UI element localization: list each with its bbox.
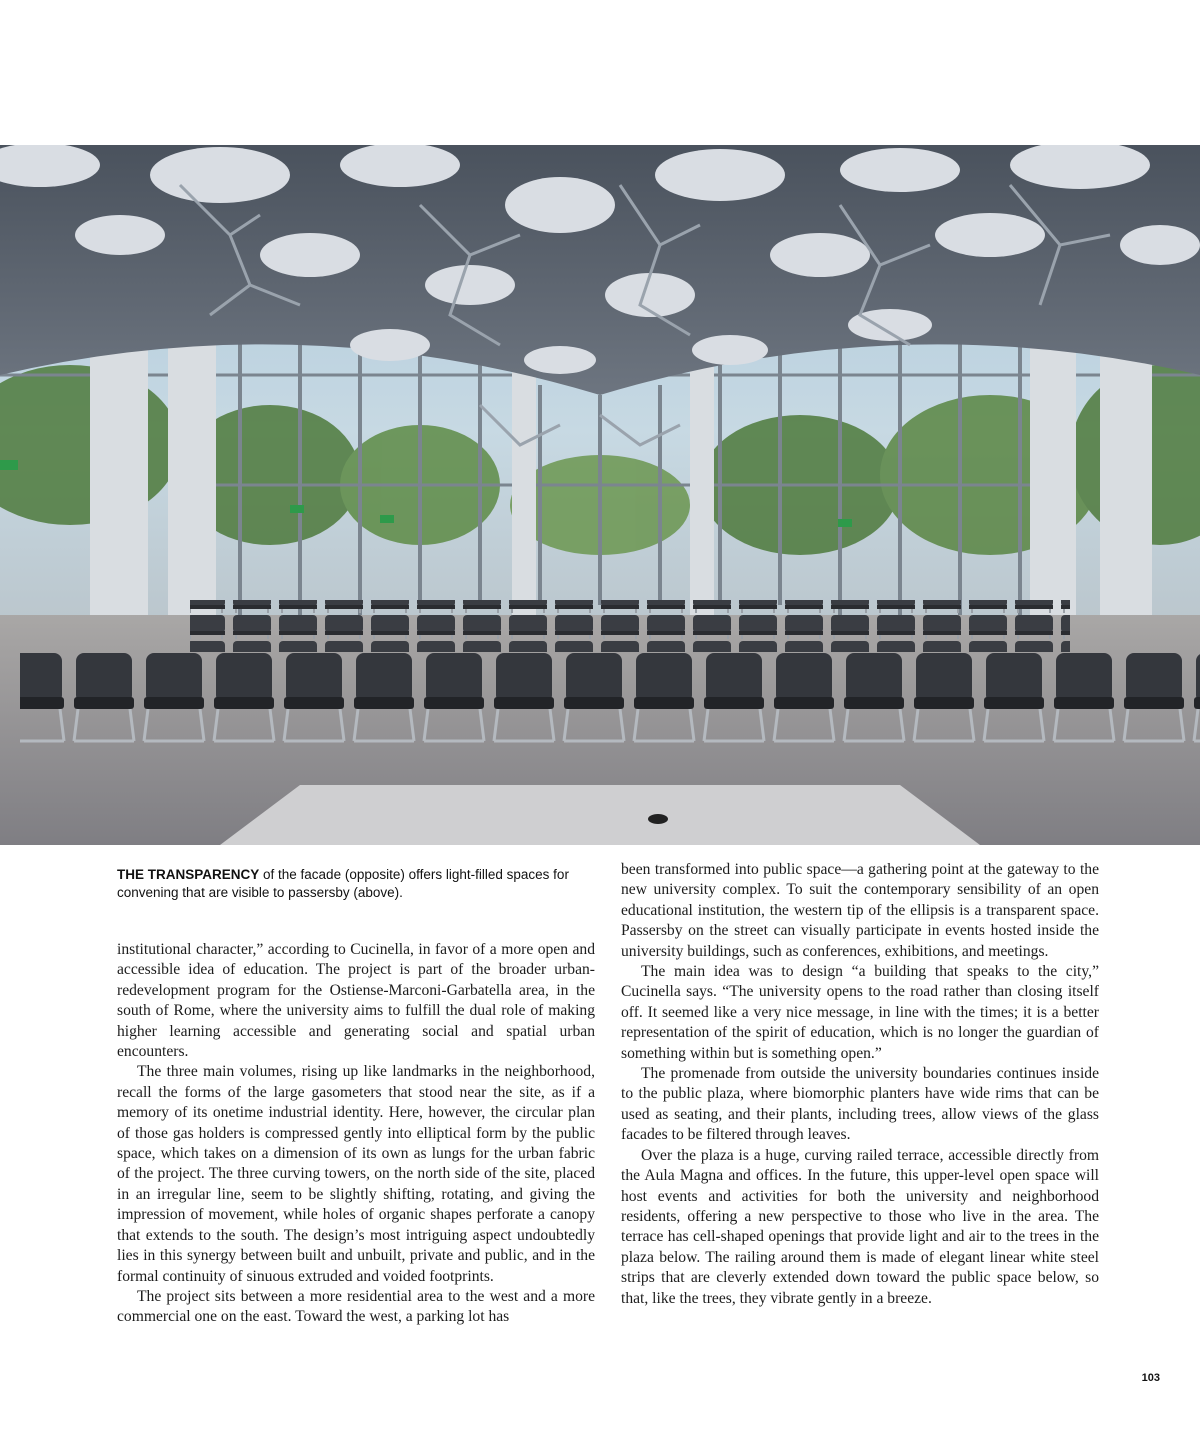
body-paragraph: Over the plaza is a huge, curving railed terrace, accessible directly from the Aula Magna and offices. In the future, this upper-level open space will host events and activities for both the university and neighborhood residents, offering a new perspective to those who live in the area. The terrace has cell-shaped openings that provide light and air to the trees in the plaza below. The railing around them is made of elegant linear white steel strips that are cleverly extended down toward the public space below, so that, like the trees, they vibrate gently in a breeze. [621, 1146, 1099, 1307]
body-column-left [117, 940, 595, 1328]
body-paragraph: The promenade from outside the university boundaries continues inside to the public plaza, where biomorphic planters have wide rims that can be used as seating, and their plants, including trees, allow views of the glass facades to be filtered through leaves. [621, 1065, 1099, 1144]
body-column-right [621, 860, 1099, 1309]
body-paragraph: The three main volumes, rising up like landmarks in the neighborhood, recall the forms of the large gasometers that stood near the site, as if a memory of its onetime industrial identity. Here, however, the circular plan of those gas holders is compressed gently into elliptical form by the public space, which takes on a dimension of its own as lungs for the urban fabric of the project. The three curving towers, on the north side of the site, placed in an irregular line, seem to be slightly shifting, rotating, and giving the impression of movement, while holes of organic shapes perforate a canopy that extends to the south. The design’s most intriguing aspect undoubtedly lies in this synergy between built and unbuilt, private and public, and in the formal continuity of sinuous extruded and voided footprints. [117, 1063, 595, 1285]
chair-rows-front [20, 643, 1200, 753]
page-number: 103 [1141, 1372, 1160, 1384]
body-paragraph: The project sits between a more residential area to the west and a more commercial one on the east. Toward the west, a parking lot has [117, 1287, 595, 1326]
floor-outlet [648, 814, 668, 824]
caption-text: of the facade (opposite) offers light-filled spaces for convening that are visible to passersby (above). [117, 867, 569, 900]
caption-lead: THE TRANSPARENCY [117, 867, 260, 882]
body-paragraph: institutional character,” according to Cucinella, in favor of a more open and accessible idea of education. The project is part of the broader urban-redevelopment program for the Ostiense-Marconi-Garbatella area, in the south of Rome, where the university aims to fulfill the dual role of making higher learning accessible and generating social and spatial urban encounters. [117, 941, 595, 1061]
auditorium-photo [0, 145, 1200, 845]
body-paragraph: been transformed into public space—a gathering point at the gateway to the new university complex. To suit the contemporary sensibility of an open educational institution, the western tip of the ellipsis is a transparent space. Passersby on the street can visually participate in events hosted inside the university buildings, such as conferences, exhibitions, and meetings. [621, 861, 1099, 960]
body-paragraph: The main idea was to design “a building that speaks to the city,” Cucinella says. “The university opens to the road rather than closing itself off. It seemed like a very nice message, in line with the times; it is a better representation of the spirit of education, which is no longer the guardian of something within but is something open.” [621, 963, 1099, 1062]
stage-platform [220, 785, 980, 845]
photo-caption [117, 866, 587, 902]
